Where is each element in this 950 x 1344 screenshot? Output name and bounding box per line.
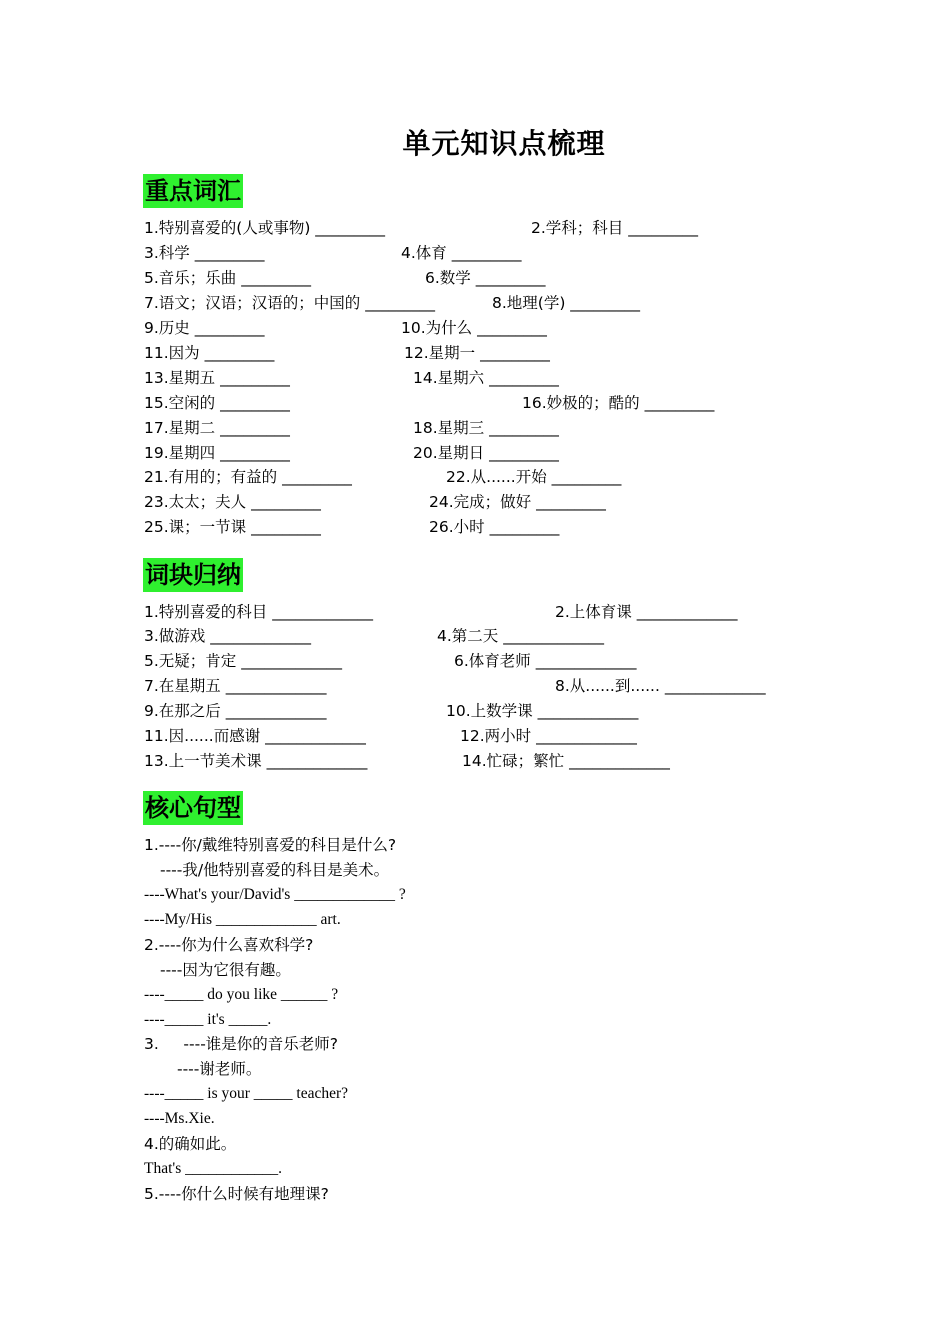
vocab-item: 18.星期三 _________ (413, 419, 559, 437)
vocab-item: 19.星期四 _________ (144, 444, 290, 462)
vocab-item: 3.科学 _________ (144, 244, 265, 262)
sentence-line: ----_____ is your _____ teacher? (144, 1085, 349, 1102)
vocab-item: 4.体育 _________ (401, 244, 522, 262)
phrase-item: 9.在那之后 _____________ (144, 702, 327, 720)
section-heading-sentences: 核心句型 (143, 791, 243, 825)
vocab-item: 25.课；一节课 _________ (144, 518, 321, 536)
vocab-item: 15.空闲的 _________ (144, 394, 290, 412)
sentence-line: ----因为它很有趣。 (160, 961, 291, 979)
vocab-item: 6.数学 _________ (425, 269, 546, 287)
vocab-item: 5.音乐；乐曲 _________ (144, 269, 311, 287)
sentence-line: ----Ms.Xie. (144, 1110, 215, 1127)
vocab-item: 26.小时 _________ (429, 518, 560, 536)
vocab-item: 13.星期五 _________ (144, 369, 290, 387)
sentence-line: ----_____ do you like ______ ? (144, 986, 339, 1003)
phrase-item: 14.忙碌；繁忙 _____________ (462, 752, 670, 770)
vocab-item: 12.星期一 _________ (404, 344, 550, 362)
section-heading-vocab: 重点词汇 (143, 174, 243, 208)
phrase-item: 10.上数学课 _____________ (446, 702, 639, 720)
sentence-line: 1.----你/戴维特别喜爱的科目是什么? (144, 836, 397, 854)
phrase-item: 7.在星期五 _____________ (144, 677, 327, 695)
vocab-item: 17.星期二 _________ (144, 419, 290, 437)
vocab-item: 21.有用的；有益的 _________ (144, 468, 352, 486)
vocab-item: 9.历史 _________ (144, 319, 265, 337)
sentence-line: 3. ----谁是你的音乐老师? (144, 1035, 339, 1053)
vocab-item: 23.太太；夫人 _________ (144, 493, 321, 511)
vocab-item: 8.地理(学) _________ (492, 294, 641, 312)
vocab-item: 11.因为 _________ (144, 344, 275, 362)
phrase-item: 3.做游戏 _____________ (144, 627, 311, 645)
phrase-item: 5.无疑；肯定 _____________ (144, 652, 342, 670)
vocab-item: 16.妙极的；酷的 _________ (522, 394, 715, 412)
page-title: 单元知识点梳理 (402, 127, 606, 160)
sentence-line: ----我/他特别喜爱的科目是美术。 (160, 861, 390, 879)
phrase-item: 1.特别喜爱的科目 _____________ (144, 603, 373, 621)
phrase-item: 13.上一节美术课 _____________ (144, 752, 368, 770)
vocab-item: 10.为什么 _________ (401, 319, 547, 337)
sentence-line: 2.----你为什么喜欢科学? (144, 936, 314, 954)
vocab-item: 20.星期日 _________ (413, 444, 559, 462)
sentence-line: ----谢老师。 (177, 1060, 262, 1078)
sentence-line: That's ____________. (144, 1160, 282, 1177)
phrase-item: 2.上体育课 _____________ (555, 603, 738, 621)
sentence-line: ----My/His _____________ art. (144, 911, 341, 928)
vocab-item: 7.语文；汉语；汉语的；中国的 _________ (144, 294, 435, 312)
sentence-line: 4.的确如此。 (144, 1135, 237, 1153)
phrase-item: 4.第二天 _____________ (437, 627, 604, 645)
vocab-item: 24.完成；做好 _________ (429, 493, 606, 511)
section-heading-phrases: 词块归纳 (143, 558, 243, 592)
phrase-item: 6.体育老师 _____________ (454, 652, 637, 670)
sentence-line: 5.----你什么时候有地理课? (144, 1185, 329, 1203)
phrase-item: 8.从......到...... _____________ (555, 677, 766, 695)
vocab-item: 2.学科；科目 _________ (531, 219, 698, 237)
sentence-line: ----What's your/David's _____________ ? (144, 886, 406, 903)
phrase-item: 12.两小时 _____________ (460, 727, 637, 745)
vocab-item: 14.星期六 _________ (413, 369, 559, 387)
phrase-item: 11.因......而感谢 _____________ (144, 727, 366, 745)
vocab-item: 1.特别喜爱的(人或事物) _________ (144, 219, 386, 237)
sentence-line: ----_____ it's _____. (144, 1011, 272, 1028)
vocab-item: 22.从......开始 _________ (446, 468, 622, 486)
